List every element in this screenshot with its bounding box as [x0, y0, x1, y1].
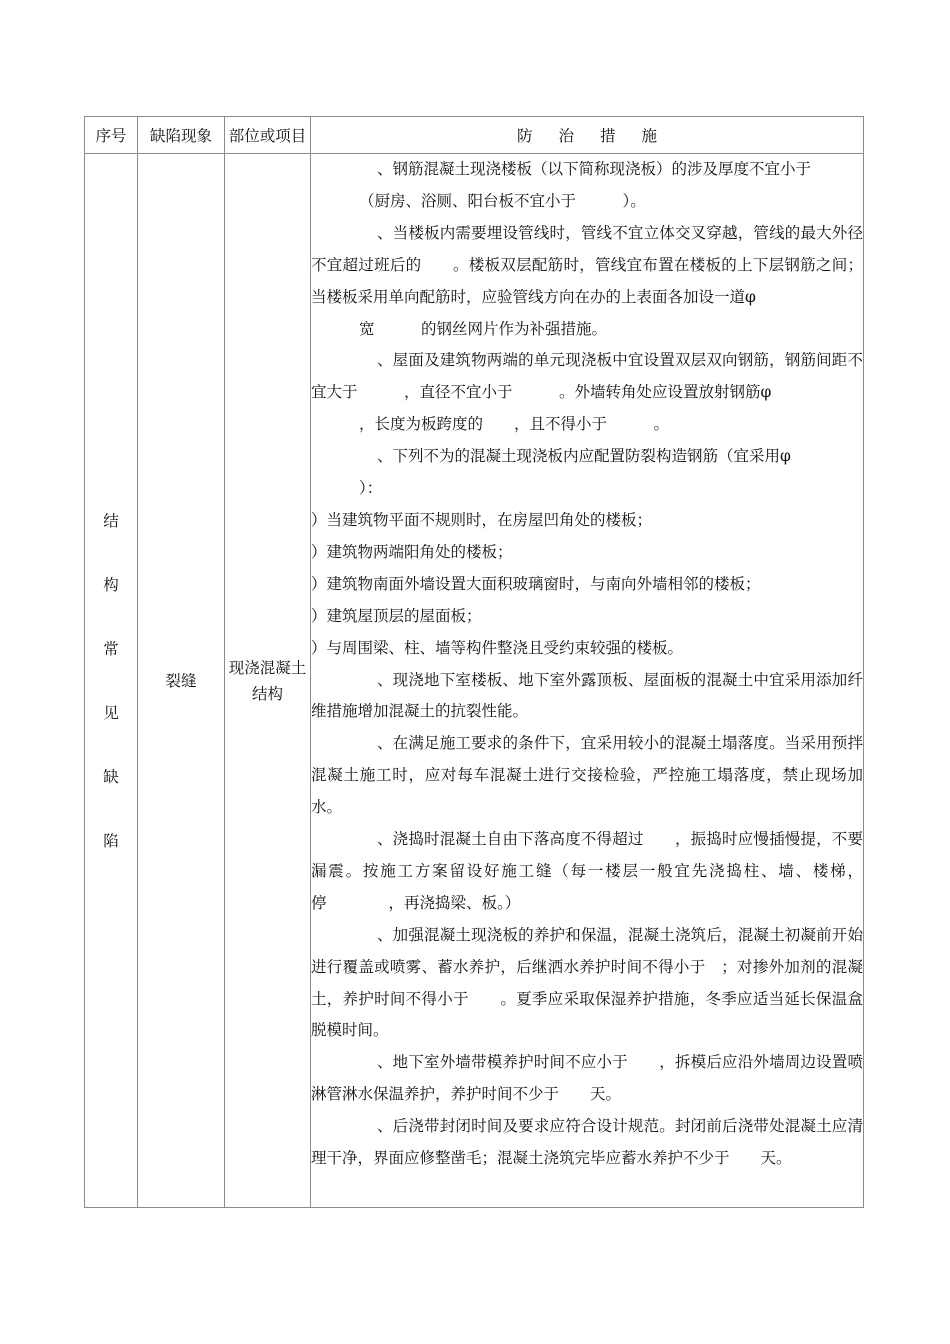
defect-prevention-table — [84, 116, 864, 1208]
seq-char: 构 — [103, 575, 119, 594]
part-line: 结构 — [251, 684, 283, 703]
part-line: 现浇混凝土 — [228, 658, 307, 677]
defect-cell: 裂缝 — [138, 154, 225, 1208]
measure-paragraph: ，长度为板跨度的 ，且不得小于 。 — [359, 415, 670, 434]
measure-paragraph: ）： — [359, 479, 383, 498]
seq-char: 结 — [103, 511, 119, 530]
header-defect: 缺陷现象 — [138, 116, 225, 154]
measures-cell — [311, 154, 864, 1208]
header-measures — [311, 116, 864, 154]
header-seq: 序号 — [84, 116, 138, 154]
measure-paragraph: 、在满足施工要求的条件下，宜采用较小的混凝土塌落度。当采用预拌混凝土施工时，应对每车混凝土进行交接检验，严控施工塌落度，禁止现场加水。 — [311, 734, 863, 817]
seq-char: 缺 — [103, 767, 119, 786]
part-cell — [225, 154, 311, 1208]
measure-paragraph: ）建筑物两端阳角处的楼板； — [311, 542, 513, 561]
measure-paragraph: （厨房、浴厕、阳台板不宜小于 ）。 — [359, 191, 646, 210]
header-measures-char: 治 — [558, 127, 574, 145]
seq-char: 见 — [103, 703, 119, 722]
measure-paragraph: 、钢筋混凝土现浇楼板（以下简称现浇板）的涉及厚度不宜小于 — [377, 160, 812, 178]
measure-paragraph: ）建筑屋顶层的屋面板； — [311, 606, 482, 625]
measure-paragraph: 、地下室外墙带模养护时间不应小于 ，拆模后应沿外墙周边设置喷淋管淋水保温养护，养护时间不少于 天。 — [311, 1053, 863, 1104]
measure-paragraph: 、下列不为的混凝土现浇板内应配置防裂构造钢筋（宜采用φ — [377, 447, 791, 466]
measure-paragraph: ）建筑物南面外墙设置大面积玻璃窗时，与南向外墙相邻的楼板； — [311, 574, 761, 593]
measure-paragraph: 、后浇带封闭时间及要求应符合设计规范。封闭前后浇带处混凝土应清理干净，界面应修整凿毛；混凝土浇筑完毕应蓄水养护不少于 天。 — [311, 1117, 863, 1168]
measure-paragraph: 、现浇地下室楼板、地下室外露顶板、屋面板的混凝土中宜采用添加纤维措施增加混凝土的抗裂性能。 — [311, 670, 863, 721]
measure-paragraph: 宽 的钢丝网片作为补强措施。 — [359, 319, 608, 338]
measure-paragraph: 、当楼板内需要埋设管线时，管线不宜立体交叉穿越，管线的最大外径不宜超过班后的 。楼板双层配筋时，管线宜布置在楼板的上下层钢筋之间；当楼板采用单向配筋时，应验管线方向在办的上表面各加设一道φ — [311, 223, 863, 306]
measure-paragraph: 、加强混凝土现浇板的养护和保温，混凝土浇筑后，混凝土初凝前开始进行覆盖或喷雾、蓄水养护，后继洒水养护时间不得小于 ；对掺外加剂的混凝土，养护时间不得小于 。夏季应采取保湿养护措施，冬季应适当延长保温盒脱模时间。 — [311, 925, 863, 1040]
measures-list — [311, 154, 863, 1175]
seq-char: 陷 — [103, 831, 119, 850]
measure-paragraph: ）当建筑物平面不规则时，在房屋凹角处的楼板； — [311, 510, 653, 529]
measure-paragraph: ）与周围梁、柱、墙等构件整浇且受约束较强的楼板。 — [311, 638, 684, 657]
seq-cell — [84, 154, 138, 1208]
table-header-row — [84, 116, 864, 154]
measure-paragraph: 、浇捣时混凝土自由下落高度不得超过 ，振捣时应慢插慢提，不要漏震。按施工方案留设好施工缝（每一楼层一般宜先浇捣柱、墙、楼梯，停 ，再浇捣梁、板。） — [311, 830, 863, 912]
seq-char: 常 — [103, 639, 119, 658]
table-row — [84, 154, 864, 1208]
header-measures-char: 施 — [641, 127, 658, 145]
measure-paragraph: 、屋面及建筑物两端的单元现浇板中宜设置双层双向钢筋，钢筋间距不宜大于 ，直径不宜小于 。外墙转角处应设置放射钢筋φ — [311, 351, 863, 402]
header-part: 部位或项目 — [225, 116, 311, 154]
header-measures-char: 措 — [600, 127, 616, 145]
header-measures-char: 防 — [516, 127, 533, 145]
